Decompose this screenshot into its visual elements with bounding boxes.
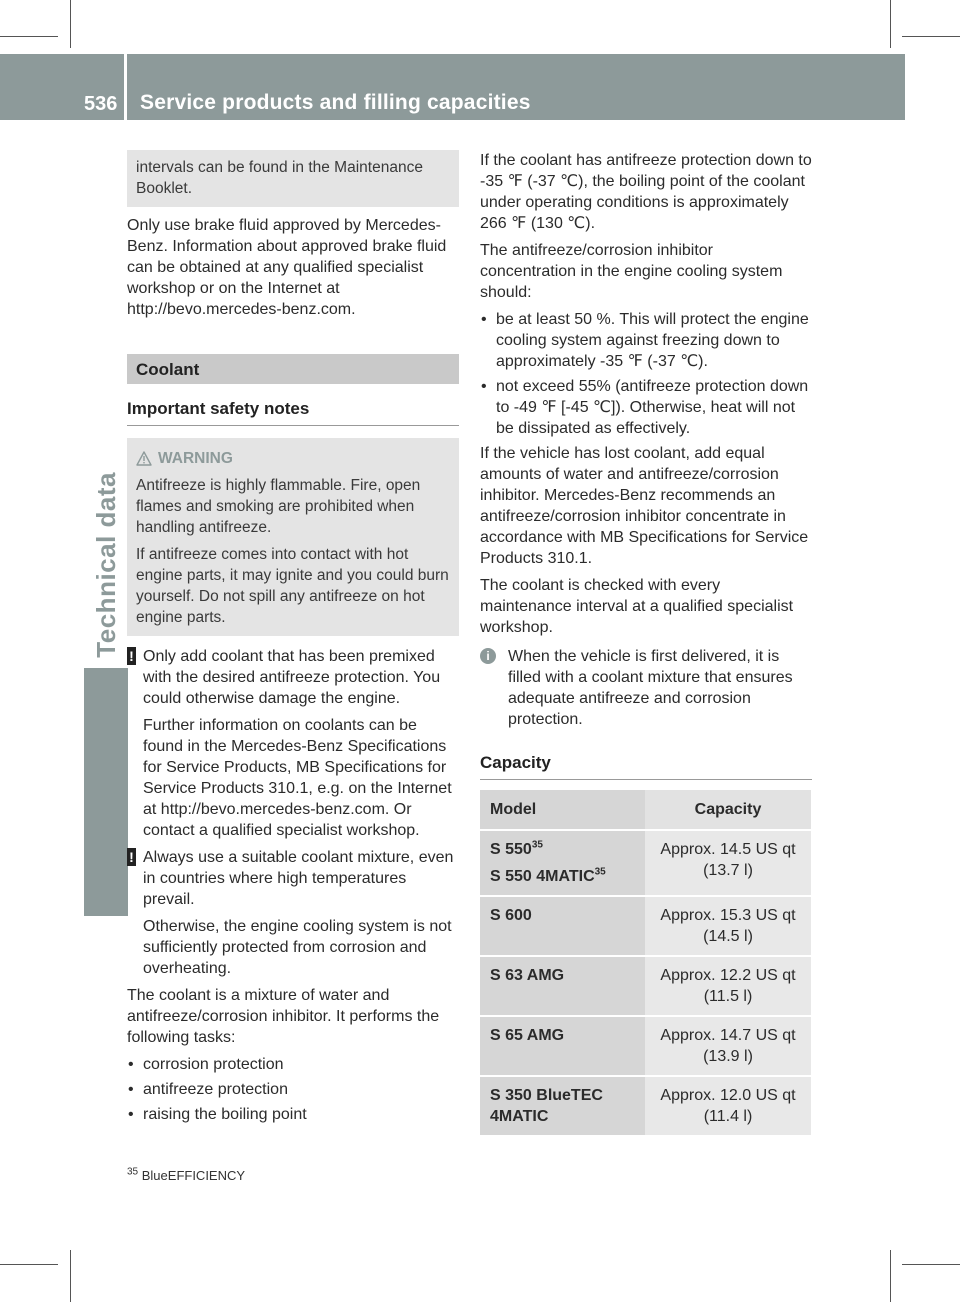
notice-text: Further information on coolants can be found in the Mercedes-Benz Specifications for Service Products, MB Specifications for Service Products 310.1, e.g. on the Internet at http://bevo.mercedes-benz.com. Or contact a qualified specialist workshop. bbox=[143, 717, 452, 839]
model-cell bbox=[480, 1017, 645, 1075]
model-name: S 600 bbox=[490, 907, 532, 924]
crop-mark bbox=[0, 1264, 58, 1265]
capacity-value: Approx. 14.7 US qt bbox=[660, 1027, 796, 1044]
side-tab-block bbox=[84, 668, 128, 916]
capacity-liters: (13.7 l) bbox=[703, 862, 753, 879]
model-cell bbox=[480, 957, 645, 1015]
exclamation-icon: ! bbox=[127, 647, 136, 665]
capacity-cell bbox=[645, 1077, 811, 1135]
mixture-paragraph: The coolant is a mixture of water and antifreeze/corrosion inhibitor. It performs the following tasks: bbox=[127, 987, 440, 1046]
model-name: 4MATIC bbox=[490, 1108, 549, 1125]
lost-coolant-paragraph: If the vehicle has lost coolant, add equal amounts of water and antifreeze/corrosion inhibitor. Mercedes-Benz recommends an antifreeze/corrosion inhibitor concentrate in accordance with MB Specifications for Service Products 310.1. bbox=[480, 445, 809, 567]
info-block bbox=[480, 646, 812, 730]
model-name: S 65 AMG bbox=[490, 1027, 565, 1044]
crop-mark bbox=[890, 1250, 891, 1302]
right-column bbox=[480, 150, 812, 1137]
capacity-liters: (13.9 l) bbox=[703, 1048, 753, 1065]
concentration-list bbox=[480, 309, 812, 439]
brake-fluid-paragraph: Only use brake fluid approved by Mercedes-Benz. Information about approved brake fluid can be obtained at any qualified specialist workshop or on the Internet at http://bevo.mercedes-benz.com. bbox=[127, 217, 447, 318]
capacity-liters: (14.5 l) bbox=[703, 928, 753, 945]
section-title-coolant: Coolant bbox=[127, 354, 459, 384]
model-cell bbox=[480, 831, 645, 895]
page-title: Service products and filling capacities bbox=[140, 91, 531, 114]
capacity-value: Approx. 12.2 US qt bbox=[660, 967, 796, 984]
notice-block bbox=[127, 847, 459, 979]
warning-title: WARNING bbox=[158, 450, 233, 467]
capacity-table bbox=[480, 788, 811, 1137]
capacity-title: Capacity bbox=[480, 752, 812, 780]
model-name: S 63 AMG bbox=[490, 967, 565, 984]
task-list bbox=[127, 1054, 459, 1125]
footnote-ref: 35 bbox=[594, 866, 606, 878]
capacity-cell bbox=[645, 831, 811, 895]
table-row bbox=[480, 957, 811, 1015]
crop-mark bbox=[902, 36, 960, 37]
table-row bbox=[480, 897, 811, 955]
left-column bbox=[127, 150, 459, 1129]
capacity-liters: (11.5 l) bbox=[703, 988, 753, 1005]
warning-heading bbox=[136, 448, 450, 469]
header-separator bbox=[124, 54, 127, 120]
model-name: S 550 bbox=[490, 841, 532, 858]
column-header-capacity: Capacity bbox=[645, 790, 811, 829]
table-header-row bbox=[480, 790, 811, 829]
side-tab bbox=[84, 122, 128, 658]
exclamation-icon: ! bbox=[127, 848, 136, 866]
page-number: 536 bbox=[84, 93, 118, 115]
table-row bbox=[480, 831, 811, 895]
list-item: • raising the boiling point bbox=[127, 1104, 459, 1125]
capacity-cell bbox=[645, 957, 811, 1015]
capacity-value: Approx. 12.0 US qt bbox=[660, 1087, 796, 1104]
list-item: • not exceed 55% (antifreeze protection down to -49 ℉ [-45 ℃]). Otherwise, heat will not be dissipated as effectively. bbox=[480, 376, 812, 439]
concentration-paragraph: The antifreeze/corrosion inhibitor concentration in the engine cooling system should: bbox=[480, 242, 783, 301]
check-paragraph: The coolant is checked with every maintenance interval at a qualified specialist workshop. bbox=[480, 577, 794, 636]
warning-text: If antifreeze comes into contact with hot engine parts, it may ignite and you could burn yourself. Do not spill any antifreeze on hot engine parts. bbox=[136, 546, 449, 626]
subsection-title: Important safety notes bbox=[127, 398, 459, 426]
crop-mark bbox=[0, 36, 58, 37]
list-item: • be at least 50 %. This will protect the engine cooling system against freezing down to approximately -35 ℉ (-37 ℃). bbox=[480, 309, 812, 372]
capacity-cell bbox=[645, 897, 811, 955]
footnote-number: 35 bbox=[127, 1166, 139, 1178]
intro-box: intervals can be found in the Maintenance Booklet. bbox=[127, 150, 459, 207]
capacity-value: Approx. 15.3 US qt bbox=[660, 907, 796, 924]
crop-mark bbox=[902, 1264, 960, 1265]
table-row bbox=[480, 1017, 811, 1075]
notice-block bbox=[127, 646, 459, 841]
model-cell bbox=[480, 1077, 645, 1135]
notice-text: Only add coolant that has been premixed with the desired antifreeze protection. You could otherwise damage the engine. bbox=[143, 648, 441, 707]
notice-text: Always use a suitable coolant mixture, even in countries where high temperatures prevail. bbox=[143, 849, 454, 908]
footnote-ref: 35 bbox=[531, 839, 543, 851]
table-row bbox=[480, 1077, 811, 1135]
crop-mark bbox=[70, 0, 71, 48]
column-header-model: Model bbox=[480, 790, 645, 829]
warning-text: Antifreeze is highly flammable. Fire, open flames and smoking are prohibited when handling antifreeze. bbox=[136, 477, 421, 536]
capacity-cell bbox=[645, 1017, 811, 1075]
capacity-liters: (11.4 l) bbox=[703, 1108, 753, 1125]
crop-mark bbox=[70, 1250, 71, 1302]
boiling-point-paragraph: If the coolant has antifreeze protection down to -35 ℉ (-37 ℃), the boiling point of the coolant under operating conditions is approximately 266 ℉ (130 ℃). bbox=[480, 152, 812, 232]
model-cell bbox=[480, 897, 645, 955]
list-item: • antifreeze protection bbox=[127, 1079, 459, 1100]
list-item: • corrosion protection bbox=[127, 1054, 459, 1075]
notice-text: Otherwise, the engine cooling system is not sufficiently protected from corrosion and overheating. bbox=[143, 918, 452, 977]
info-icon: i bbox=[480, 648, 496, 664]
capacity-value: Approx. 14.5 US qt bbox=[660, 841, 796, 858]
warning-box bbox=[127, 438, 459, 636]
footnote-text: BlueEFFICIENCY bbox=[141, 1168, 246, 1183]
warning-triangle-icon bbox=[136, 451, 152, 466]
crop-mark bbox=[890, 0, 891, 48]
footnote bbox=[127, 1165, 245, 1186]
info-text: When the vehicle is first delivered, it is filled with a coolant mixture that ensures adequate antifreeze and corrosion protection. bbox=[508, 648, 793, 728]
model-name: S 350 BlueTEC bbox=[490, 1087, 603, 1104]
model-name: S 550 4MATIC bbox=[490, 868, 595, 885]
side-tab-label: Technical data bbox=[90, 472, 121, 658]
